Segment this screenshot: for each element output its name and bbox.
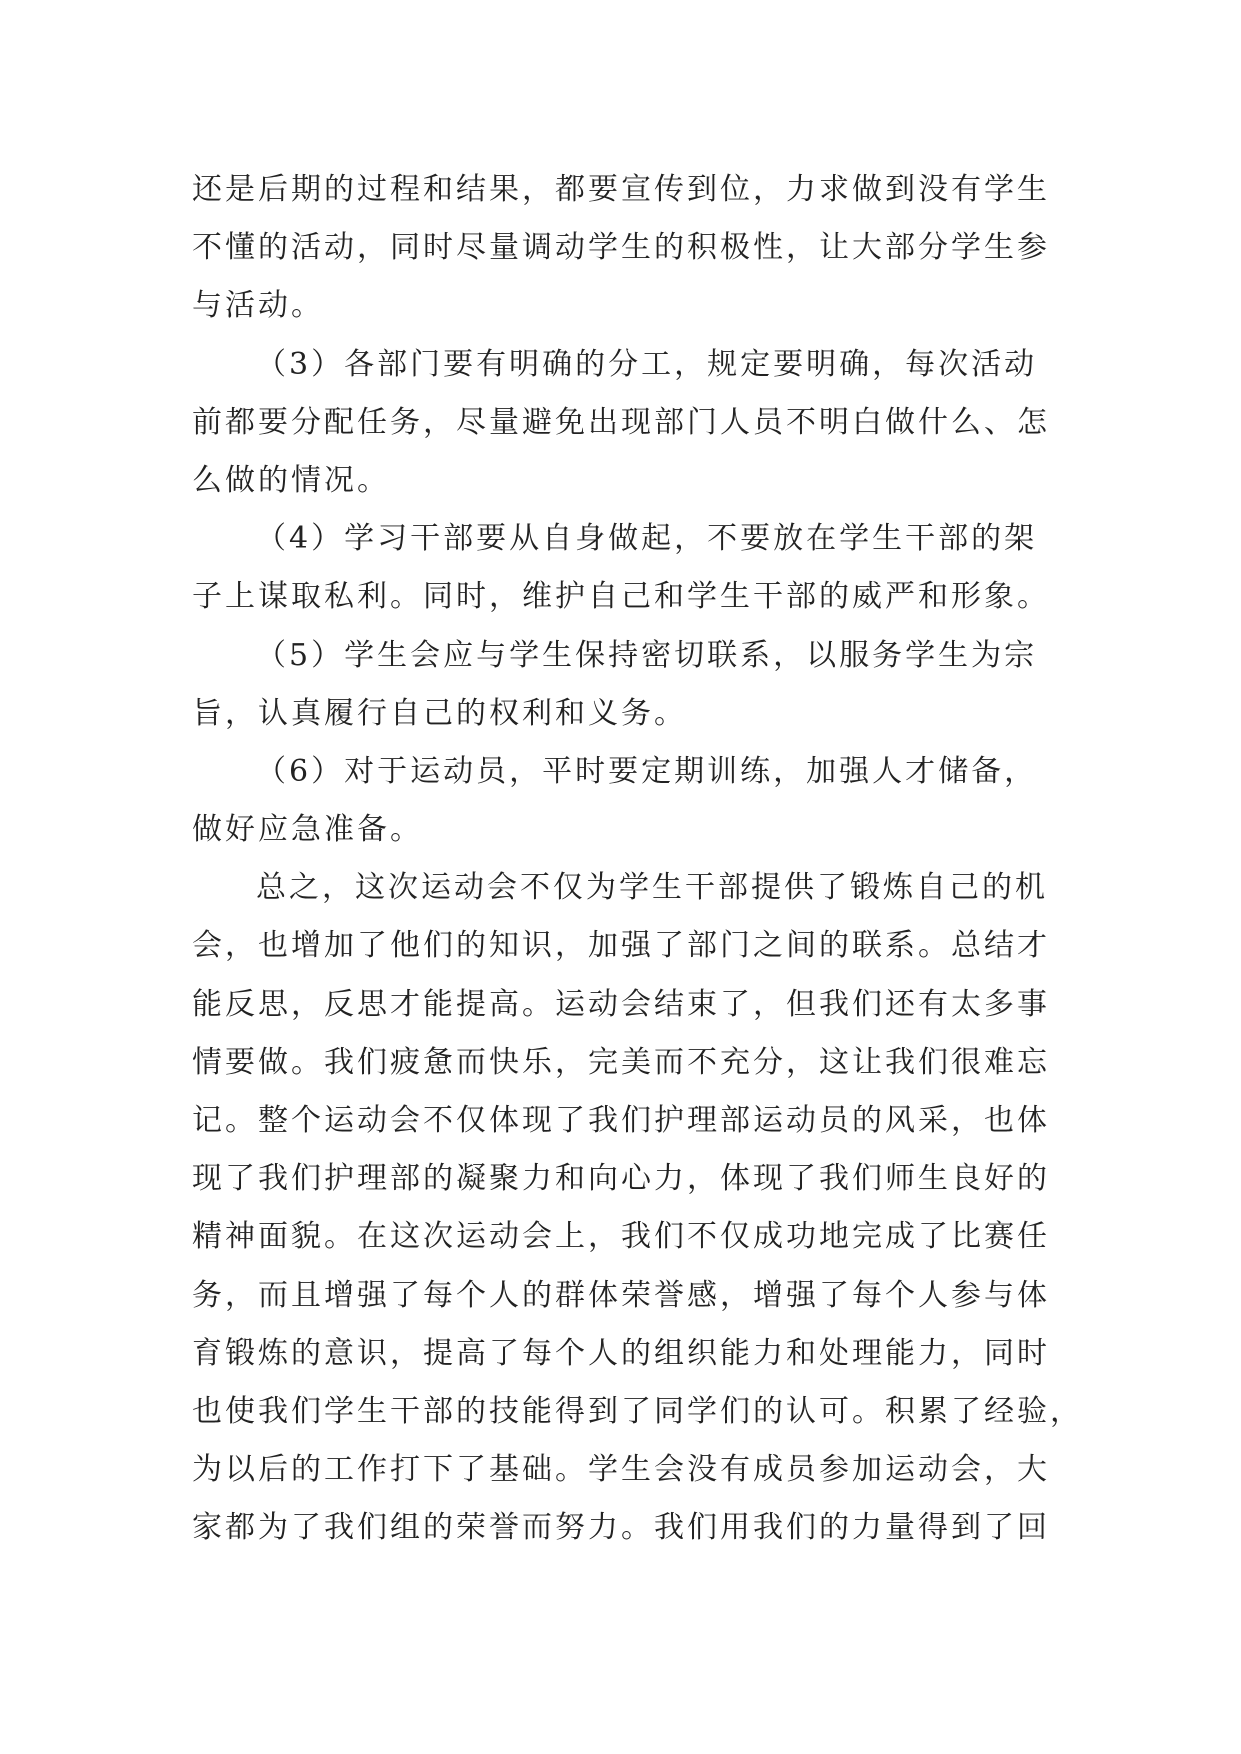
text-line: 记。整个运动会不仅体现了我们护理部运动员的风采，也体 xyxy=(192,1103,1050,1138)
text-line: 不懂的活动，同时尽量调动学生的积极性，让大部分学生参 xyxy=(192,230,1050,266)
text-line: 能反思，反思才能提高。运动会结束了，但我们还有太多事 xyxy=(192,986,1050,1022)
paragraph-6-start: （6）对于运动员，平时要定期训练，加强人才储备， xyxy=(256,753,1038,789)
text-line: 精神面貌。在这次运动会上，我们不仅成功地完成了比赛任 xyxy=(192,1219,1050,1255)
paragraph-4-start: （4）学习干部要从自身做起，不要放在学生干部的架 xyxy=(256,521,1038,557)
text-line: 旨，认真履行自己的权利和义务。 xyxy=(192,695,687,731)
text-line: 会，也增加了他们的知识，加强了部门之间的联系。总结才 xyxy=(192,928,1050,964)
paragraph-5-start: （5）学生会应与学生保持密切联系，以服务学生为宗 xyxy=(256,637,1038,673)
text-line: 务，而且增强了每个人的群体荣誉感，增强了每个人参与体 xyxy=(192,1277,1050,1313)
text-line: 为以后的工作打下了基础。学生会没有成员参加运动会，大 xyxy=(192,1452,1050,1488)
text-line: 也使我们学生干部的技能得到了同学们的认可。积累了经验， xyxy=(192,1393,1083,1429)
text-line: 与活动。 xyxy=(192,288,324,324)
text-line: 情要做。我们疲惫而快乐，完美而不充分，这让我们很难忘 xyxy=(192,1044,1050,1080)
text-line: 子上谋取私利。同时，维护自己和学生干部的威严和形象。 xyxy=(192,579,1050,615)
text-line: 还是后期的过程和结果，都要宣传到位，力求做到没有学生 xyxy=(192,172,1050,207)
paragraph-3-start: （3）各部门要有明确的分工，规定要明确，每次活动 xyxy=(256,346,1038,382)
summary-paragraph-start: 总之，这次运动会不仅为学生干部提供了锻炼自己的机 xyxy=(256,870,1048,906)
text-line: 做好应急准备。 xyxy=(192,812,423,848)
text-line: 家都为了我们组的荣誉而努力。我们用我们的力量得到了回 xyxy=(192,1510,1050,1546)
text-line: 现了我们护理部的凝聚力和向心力，体现了我们师生良好的 xyxy=(192,1161,1050,1197)
text-line: 前都要分配任务，尽量避免出现部门人员不明白做什么、怎 xyxy=(192,404,1050,440)
text-line: 育锻炼的意识，提高了每个人的组织能力和处理能力，同时 xyxy=(192,1335,1050,1371)
text-line: 么做的情况。 xyxy=(192,462,390,498)
body-text xyxy=(192,161,1083,1558)
